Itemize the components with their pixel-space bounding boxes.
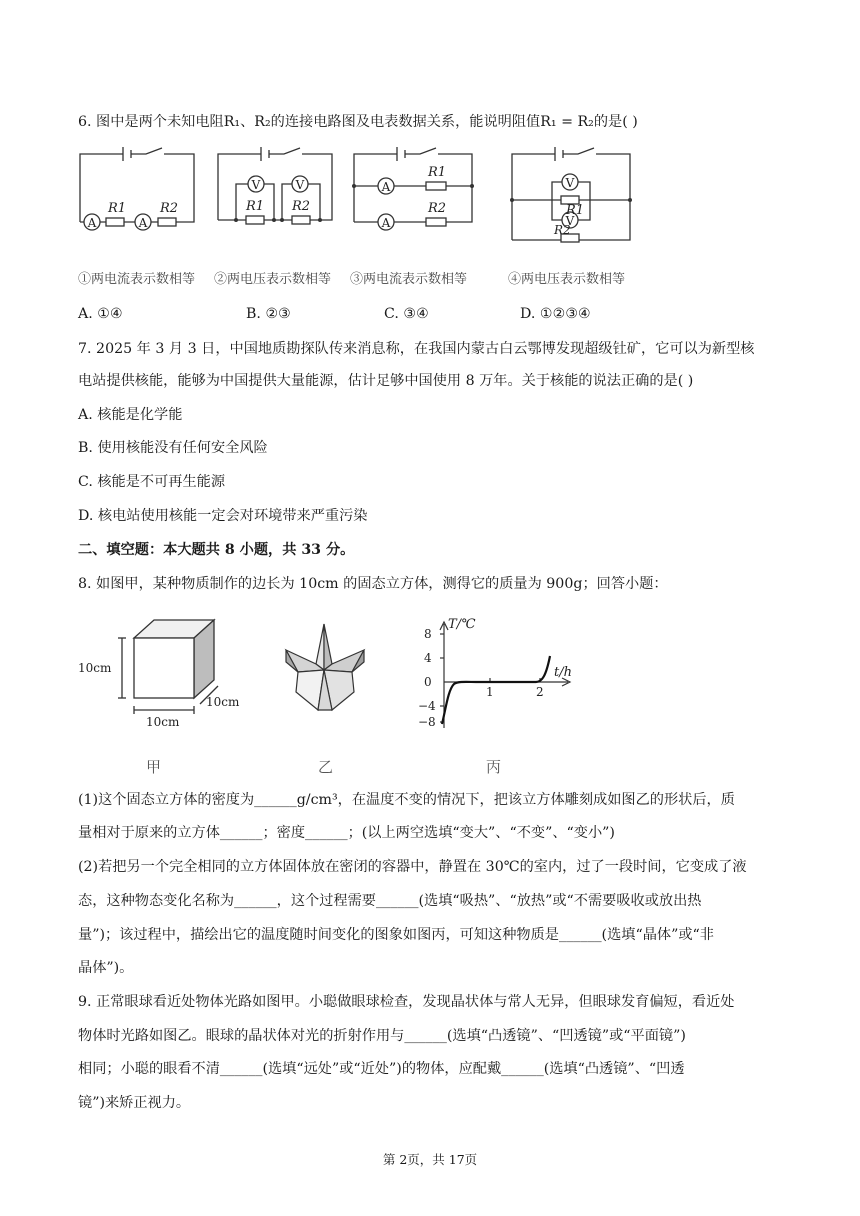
xtick-2: 2 — [536, 685, 544, 699]
circuit-4-diagram — [510, 146, 634, 246]
voltmeter-label: V — [565, 176, 575, 190]
voltmeter-label: V — [295, 178, 305, 192]
r2-label: R2 — [554, 223, 571, 237]
ammeter-label: A — [381, 180, 391, 194]
xtick-1: 1 — [486, 685, 494, 699]
q8-part2-line2: 态，这种物态变化名称为______，这个过程需要______(选填“吸热”、“放热”或“不需要吸收或放出热 — [78, 893, 702, 909]
q9-line4: 镜”)来矫正视力。 — [78, 1095, 191, 1111]
page-footer: 第 2页，共 17页 — [382, 1152, 478, 1167]
ammeter-label: A — [138, 216, 148, 230]
graph-xlabel: t/h — [554, 665, 572, 680]
ytick-4: 4 — [424, 651, 432, 665]
q9-line1: 9. 正常眼球看近处物体光路如图甲。小聪做眼球检查，发现晶状体与常人无异，但眼球发育偏短，看近处 — [78, 994, 735, 1010]
circuit-2-diagram — [216, 146, 334, 232]
r2-label: R2 — [160, 201, 179, 216]
ytick-8: 8 — [424, 627, 432, 641]
q8-part1-line2: 量相对于原来的立方体______；密度______；(以上两空选填“变大”、“不变”、“变小”) — [78, 825, 615, 841]
cube-figure — [76, 616, 246, 734]
circuit-1-diagram — [78, 146, 196, 232]
ytick-neg4: −4 — [418, 699, 436, 713]
temperature-graph — [418, 616, 578, 736]
circuit-3-diagram — [352, 146, 476, 232]
q7-option-b[interactable]: B. 使用核能没有任何安全风险 — [78, 440, 268, 456]
temperature-curve — [442, 656, 550, 724]
voltmeter-label: V — [565, 214, 575, 228]
r2-label: R2 — [292, 199, 311, 214]
q7-option-d[interactable]: D. 核电站使用核能一定会对环境带来严重污染 — [78, 508, 368, 524]
ammeter-label: A — [381, 216, 391, 230]
q6-option-b[interactable]: B. ②③ — [246, 306, 291, 322]
q8-stem: 8. 如图甲，某种物质制作的边长为 10cm 的固态立方体，测得它的质量为 900g；回答小题： — [78, 576, 668, 592]
cube-bottom-label: 10cm — [146, 715, 180, 729]
q7-stem-line2: 电站提供核能，能够为中国提供大量能源，估计足够中国使用 8 万年。关于核能的说法正确的是( ) — [78, 373, 694, 389]
fig-label-bing: 丙 — [486, 758, 502, 776]
r1-label: R1 — [428, 165, 447, 180]
ytick-neg8: −8 — [418, 715, 436, 729]
cube-depth-label: 10cm — [206, 695, 240, 709]
q7-stem-line1: 7. 2025 年 3 月 3 日，中国地质勘探队传来消息称，在我国内蒙古白云鄂博发现超级钍矿，它可以为新型核 — [78, 341, 755, 357]
circuit-2-caption: ②两电压表示数相等 — [214, 272, 332, 287]
r1-label: R1 — [566, 203, 585, 218]
carved-shape-figure — [284, 622, 374, 714]
r1-label: R1 — [108, 201, 127, 216]
q6-stem: 6. 图中是两个未知电阻R₁、R₂的连接电路图及电表数据关系，能说明阻值R₁ = R₂的是( ) — [78, 114, 638, 130]
r2-label: R2 — [428, 201, 447, 216]
q6-option-c[interactable]: C. ③④ — [384, 306, 429, 322]
q7-option-a[interactable]: A. 核能是化学能 — [78, 407, 183, 423]
q8-part1-line1: (1)这个固态立方体的密度为______g/cm³，在温度不变的情况下，把该立方体雕刻成如图乙的形状后，质 — [78, 792, 735, 808]
voltmeter-label: V — [251, 178, 261, 192]
ammeter-label: A — [87, 216, 97, 230]
circuit-4-caption: ④两电压表示数相等 — [508, 272, 626, 287]
q9-line3: 相同；小聪的眼看不清______(选填“远处”或“近处”)的物体，应配戴______(选填“凸透镜”、“凹透 — [78, 1061, 685, 1077]
circuit-3-caption: ③两电流表示数相等 — [350, 272, 468, 287]
fig-label-yi: 乙 — [318, 758, 334, 776]
graph-ylabel: T/℃ — [448, 617, 476, 632]
cube-side-label: 10cm — [78, 661, 112, 675]
q8-part2-line4: 晶体”)。 — [78, 960, 134, 976]
r1-label: R1 — [246, 199, 265, 214]
ytick-0: 0 — [424, 675, 432, 689]
q6-option-a[interactable]: A. ①④ — [78, 306, 123, 322]
circuit-1-caption: ①两电流表示数相等 — [78, 272, 196, 287]
q8-part2-line3: 量”)；该过程中，描绘出它的温度随时间变化的图象如图丙，可知这种物质是______(选填“晶体”或“非 — [78, 927, 714, 943]
q7-option-c[interactable]: C. 核能是不可再生能源 — [78, 474, 226, 490]
q8-part2-line1: (2)若把另一个完全相同的立方体固体放在密闭的容器中，静置在 30℃的室内，过了一段时间，它变成了液 — [78, 859, 747, 875]
q6-option-d[interactable]: D. ①②③④ — [520, 306, 591, 322]
fig-label-jia: 甲 — [146, 758, 162, 776]
section-heading: 二、填空题：本大题共 8 小题，共 33 分。 — [78, 542, 355, 558]
q9-line2: 物体时光路如图乙。眼球的晶状体对光的折射作用与______(选填“凸透镜”、“凹透镜”或“平面镜”) — [78, 1028, 686, 1044]
